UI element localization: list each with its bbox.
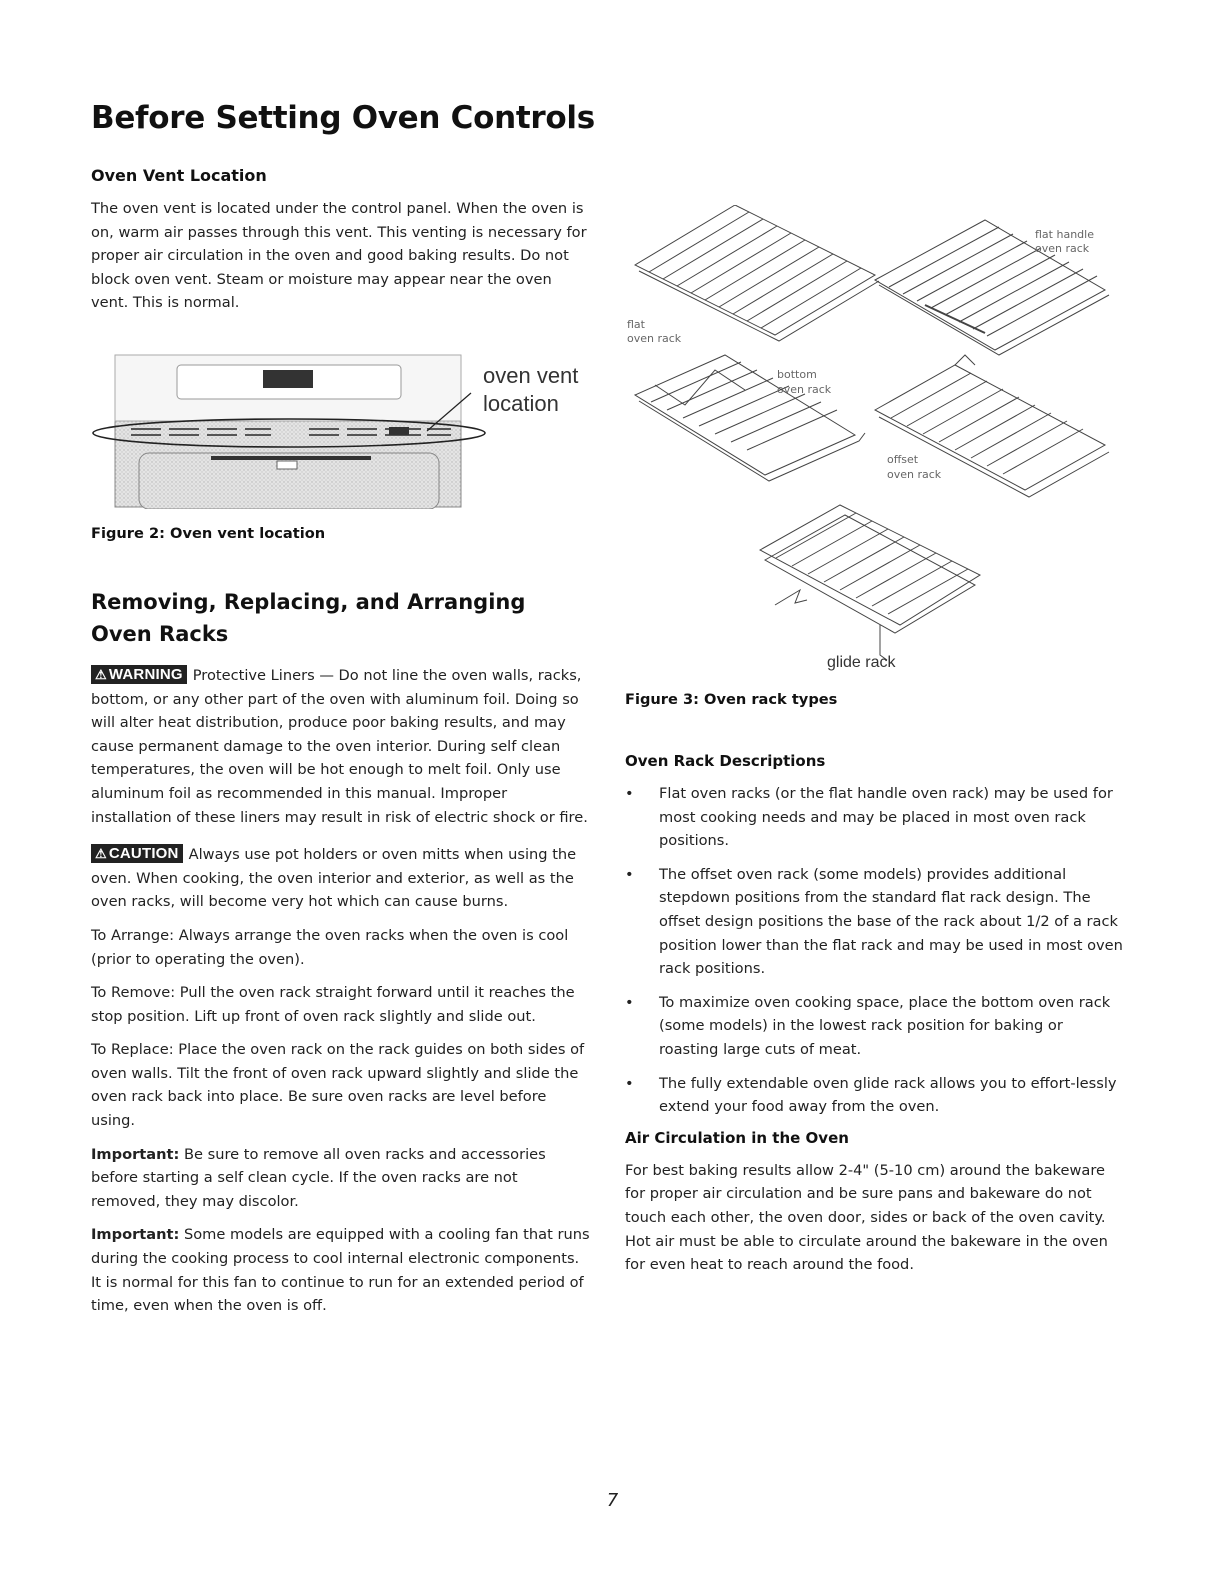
list-item: • The fully extendable oven glide rack allows you to effort-lessly extend your food away from the oven.: [625, 1074, 1117, 1116]
air-circulation-heading: Air Circulation in the Oven: [625, 1128, 849, 1147]
caution-badge: ⚠ CAUTION: [91, 844, 183, 863]
offset-rack-label-2: oven rack: [887, 468, 942, 481]
important-1-paragraph: Important: Be sure to remove all oven racks and accessories before starting a self clean cycle. If the oven racks are not removed, they may discolor.: [91, 1145, 546, 1210]
warning-triangle-icon: ⚠: [95, 666, 107, 682]
bottom-rack-label-2: oven rack: [777, 383, 832, 396]
air-circulation-paragraph: For best baking results allow 2-4" (5-10 cm) around the bakeware for proper air circulation and be sure pans and bakeware do not touch each other, the oven door, sides or back of the oven cavity. Hot air must be able to circulate around the bakeware in the oven for even heat to reach around the food.: [625, 1161, 1108, 1274]
page-title: Before Setting Oven Controls: [91, 100, 595, 136]
glide-rack-label: glide rack: [827, 654, 896, 671]
rack-descriptions-list: [625, 782, 1125, 1119]
flat-rack-label-1: flat: [627, 318, 645, 331]
figure-2-caption: Figure 2: Oven vent location: [91, 524, 326, 542]
oven-vent-paragraph: The oven vent is located under the control panel. When the oven is on, warm air passes through this vent. This venting is necessary for proper air circulation in the oven and good baking results. Do not block oven vent. Steam or moisture may appear near the oven vent. This is normal.: [91, 200, 587, 312]
caution-triangle-icon: ⚠: [95, 846, 107, 862]
warning-badge: ⚠ WARNING: [91, 665, 187, 684]
handle-rack-label-1: flat handle: [1035, 228, 1094, 241]
handle-rack-label-2: oven rack: [1035, 242, 1090, 255]
racks-heading: Removing, Replacing, and Arranging Oven Racks: [91, 589, 526, 646]
oven-rack-figure: [625, 205, 1125, 675]
offset-rack-label-1: offset: [887, 453, 919, 466]
important-2-paragraph: Important: Some models are equipped with a cooling fan that runs during the cooking process to cool internal electronic components. It is normal for this fan to continue to run for an extended period of time, even when the oven is off.: [91, 1226, 590, 1315]
oven-vent-illustration: [91, 349, 591, 509]
list-item: • To maximize oven cooking space, place the bottom oven rack (some models) in the lowest rack position for baking or roasting large cuts of meat.: [625, 993, 1111, 1058]
warning-paragraph: ⚠ WARNING Protective Liners — Do not line the oven walls, racks, bottom, or any other part of the oven with aluminum foil. Doing so will alter heat distribution, produce poor baking results, and may cause permanent damage to the oven interior. During self clean temperatures, the oven will be hot enough to melt foil. Only use aluminum foil as recommended in this manual. Improper installation of these liners may result in risk of electric shock or fire.: [91, 665, 588, 826]
replace-paragraph: To Replace: Place the oven rack on the rack guides on both sides of oven walls. Tilt the front of oven rack upward slightly and slide the oven rack back into place. Be sure oven racks are level before using.: [91, 1041, 585, 1130]
rack-descriptions-heading: Oven Rack Descriptions: [625, 752, 826, 770]
oven-vent-figure: [91, 349, 591, 509]
vent-label-line2: location: [483, 390, 559, 416]
arrange-paragraph: To Arrange: Always arrange the oven racks when the oven is cool (prior to operating the oven).: [91, 926, 569, 968]
caution-paragraph: ⚠ CAUTION Always use pot holders or oven mitts when using the oven. When cooking, the oven interior and exterior, as well as the oven racks, will become very hot which can cause burns.: [91, 845, 577, 911]
oven-vent-heading: Oven Vent Location: [91, 166, 267, 185]
right-column: [625, 205, 1125, 1287]
remove-paragraph: To Remove: Pull the oven rack straight forward until it reaches the stop position. Lift up front of oven rack slightly and slide out.: [91, 984, 575, 1025]
list-item: • Flat oven racks (or the flat handle oven rack) may be used for most cooking needs and may be placed in most oven rack positions.: [625, 785, 1113, 850]
flat-rack-label-2: oven rack: [627, 332, 682, 345]
oven-rack-illustration: [625, 205, 1125, 675]
left-column: [91, 166, 591, 1328]
figure-3-caption: Figure 3: Oven rack types: [625, 691, 838, 708]
page-number: 7: [606, 1490, 619, 1511]
vent-label-line1: oven vent: [483, 362, 579, 388]
list-item: • The offset oven rack (some models) provides additional stepdown positions from the standard flat rack design. The offset design positions the base of the rack about 1/2 of a rack position lower than the flat rack and may be used in most oven rack positions.: [625, 865, 1123, 978]
bottom-rack-label-1: bottom: [777, 368, 817, 381]
